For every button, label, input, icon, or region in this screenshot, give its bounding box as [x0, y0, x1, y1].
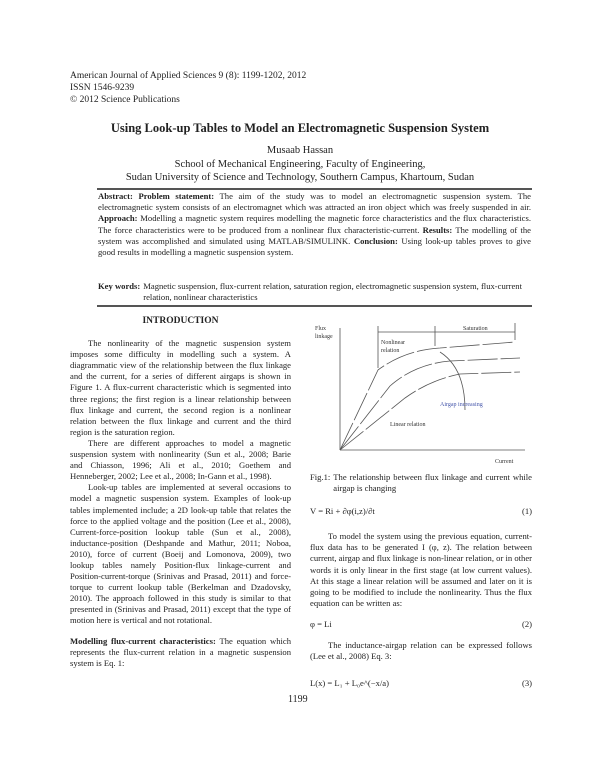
affiliation: Sudan University of Science and Technology, Southern Campus, Khartoum, Sudan	[125, 172, 475, 183]
subsection-heading: Modelling flux-current characteristics:	[70, 635, 216, 646]
page-number: 1199	[288, 694, 308, 705]
divider	[97, 188, 532, 190]
paragraph: Look-up tables are implemented at several occasions to model a magnetic suspension system. Examples of look-up tables implemented include; a 2D look-up table that relates the force to the applied voltage and the position (Lee et al., 2008), Current-force-position lookup table (Sun et al., 2008), inductance-position (Deshpande and Mathur, 2011; Noboa, 2010), force of current (Boeij and Lomonova, 2009), two lookup tables namely Position-flux linkage-current and Position-current-torque (Srinivas and Prasad, 2011) and force-torque to current lookup table (Berkelman and Dzadovsky, 2010). The approach followed in this study is similar to that presented in (Srinivas and Prasad, 2011) except that the type of motion here is vertical and not rotational.	[70, 482, 291, 626]
label: Linear relation	[390, 422, 426, 428]
journal-header	[70, 70, 306, 106]
text: The equation which represents the flux-current relation in a magnetic suspension system is Eq. 1:	[70, 635, 291, 668]
curve	[340, 342, 515, 450]
x-label: Current	[495, 459, 514, 465]
y-label: Flux	[315, 326, 327, 332]
right-column	[310, 472, 532, 689]
equation-2	[310, 619, 532, 630]
equation-1	[310, 506, 532, 517]
equation-number: (2)	[521, 618, 532, 629]
affiliation: School of Mechanical Engineering, Faculty of Engineering,	[174, 158, 426, 170]
label: Approach:	[98, 213, 138, 224]
equation-number: (3)	[521, 678, 532, 689]
journal-citation: American Journal of Applied Sciences 9 (8): 1199-1202, 2012	[70, 71, 307, 81]
author-name: Musaab Hassan	[266, 145, 334, 156]
paragraph: To model the system using the previous equation, current-flux data has to be generated I (φ, z). The relation between current, airgap and flux linkage is non-linear relation, or in other words it is only linear in the first stage (at low current values). At this stage a linear relation will be assumed and later on it is going to be modified to include the nonlinearity. Thus the flux equation can be written as:	[310, 531, 532, 608]
section-heading: INTRODUCTION	[142, 316, 219, 326]
left-column	[70, 316, 291, 669]
curve	[340, 372, 520, 450]
caption-label: Fig.1:	[310, 472, 331, 482]
divider	[97, 305, 532, 307]
figure-caption	[310, 472, 532, 494]
equation-number: (1)	[521, 506, 532, 517]
abstract-label: Abstract:	[98, 191, 133, 201]
text: The modelling of the system was accomplished and simulated using MATLAB/SIMULINK.	[98, 224, 531, 246]
label: Nonlinear	[381, 340, 405, 346]
keywords-text: Magnetic suspension, flux-current relation, saturation region, electromagnetic suspension system, flux-current relation, nonlinear characteristics	[143, 281, 522, 303]
label: Results:	[422, 224, 453, 235]
paragraph: The nonlinearity of the magnetic suspension system imposes some difficulty in modelling such a system. A diagrammatic view of the relationship between the flux linkage and the current, for a series of different airgaps is shown in Figure 1. A flux-current characteristic which is segmented into three regions; the first region is a linear relationship between flux linkage and current, the second region is a nonlinear relation between the flux linkage and current and the third region is the saturation region.	[70, 338, 291, 437]
label: Saturation	[463, 326, 488, 332]
keywords	[98, 281, 531, 303]
copyright: © 2012 Science Publications	[70, 95, 180, 105]
y-label: linkage	[315, 334, 333, 340]
equation-3	[310, 678, 532, 689]
caption-text: The relationship between flux linkage and current while airgap is changing	[333, 472, 532, 494]
equation: φ = Li	[310, 618, 332, 629]
equation: V = Ri + ∂φ(i,z)/∂t	[310, 506, 375, 517]
subsection	[70, 636, 291, 669]
paragraph: There are different approaches to model a magnetic suspension system with nonlinearity (Sun et al., 2008; Barie and Chiasson, 1996; Ali et al., 2010; Goethem and Henneberger, 2002; Lee et al., 2008; In-Gann et al., 1998).	[70, 437, 291, 482]
figure-1	[315, 318, 530, 470]
label: relation	[381, 348, 400, 354]
label: Problem statement:	[138, 191, 215, 201]
abstract	[98, 191, 531, 258]
paragraph: The inductance-airgap relation can be expressed follows (Lee et al., 2008) Eq. 3:	[310, 640, 532, 662]
paper-title: Using Look-up Tables to Model an Electromagnetic Suspension System	[110, 121, 490, 135]
label: Airgap increasing	[440, 402, 483, 408]
text: The aim of the study was to model an electromagnetic suspension system. The electromagnetic system consists of an electromagnet which was attracted an iron object which was freely suspended in air.	[98, 191, 531, 213]
label: Conclusion:	[353, 235, 398, 246]
curve	[340, 358, 520, 450]
keywords-label: Key words:	[98, 281, 141, 291]
issn: ISSN 1546-9239	[70, 83, 135, 93]
text: Using look-up tables proves to give good results in modelling a magnetic suspension system.	[98, 235, 531, 258]
text: Modelling a magnetic system requires modelling the magnetic force characteristics and the flux characteristics. The force characteristics were to be produced from a nonlinear flux characteristic-current.	[98, 213, 531, 235]
equation: L(x) = L₁ + L₀e^(−x/a)	[310, 678, 389, 689]
author-block	[0, 144, 600, 185]
